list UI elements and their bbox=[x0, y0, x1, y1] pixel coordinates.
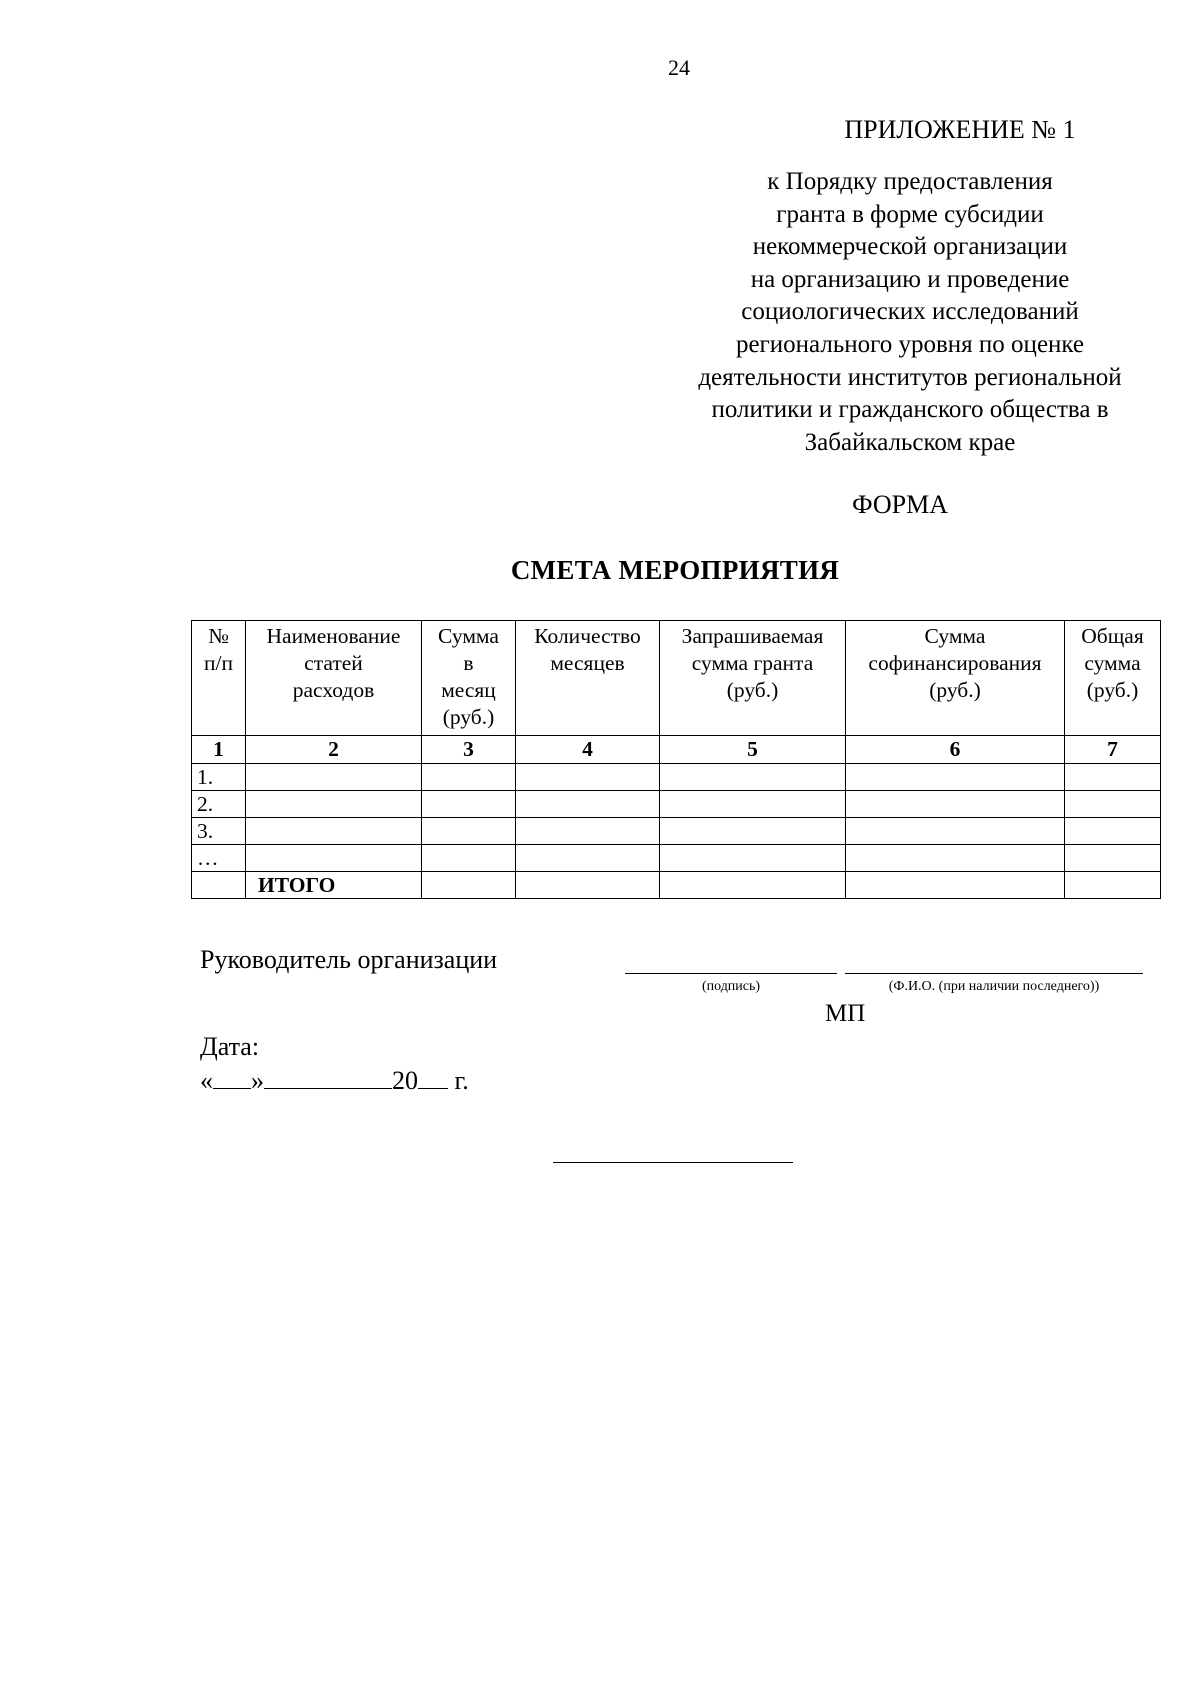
column-number: 5 bbox=[660, 736, 846, 764]
header-cell-total-sum: Общая сумма (руб.) bbox=[1065, 621, 1161, 736]
table-cell bbox=[660, 845, 846, 872]
month-blank bbox=[264, 1066, 392, 1089]
appendix-reference-line: гранта в форме субсидии bbox=[776, 200, 1044, 228]
table-cell bbox=[660, 764, 846, 791]
total-label: ИТОГО bbox=[246, 872, 422, 899]
appendix-reference-line: деятельности институтов региональной bbox=[698, 363, 1122, 391]
signatory-label: Руководитель организации bbox=[200, 945, 498, 974]
stamp-label: МП bbox=[825, 1000, 866, 1027]
appendix-reference-line: на организацию и проведение bbox=[750, 265, 1070, 293]
appendix-reference-line: к Порядку предоставления bbox=[767, 168, 1053, 195]
table-cell bbox=[846, 818, 1065, 845]
appendix-reference-line: некоммерческой организации bbox=[752, 233, 1068, 261]
document-title: СМЕТА МЕРОПРИЯТИЯ bbox=[510, 555, 840, 585]
row-index: … bbox=[192, 845, 246, 872]
appendix-reference-line: Забайкальском крае bbox=[804, 428, 1016, 456]
appendix-title: ПРИЛОЖЕНИЕ № 1 bbox=[844, 115, 1076, 144]
table-cell bbox=[846, 845, 1065, 872]
table-cell bbox=[516, 791, 660, 818]
table-cell bbox=[660, 872, 846, 899]
estimate-table bbox=[191, 620, 1161, 899]
date-line bbox=[200, 1066, 469, 1096]
table-cell bbox=[660, 791, 846, 818]
date-label: Дата: bbox=[200, 1032, 260, 1061]
table-cell bbox=[1065, 845, 1161, 872]
table-cell bbox=[846, 791, 1065, 818]
table-cell bbox=[422, 845, 516, 872]
total-row bbox=[192, 872, 1161, 899]
column-number: 7 bbox=[1065, 736, 1161, 764]
row-index: 3. bbox=[192, 818, 246, 845]
year-blank bbox=[418, 1066, 448, 1089]
row-index: 1. bbox=[192, 764, 246, 791]
table-row bbox=[192, 818, 1161, 845]
table-cell bbox=[246, 818, 422, 845]
table-row bbox=[192, 764, 1161, 791]
date-close-quote: » bbox=[251, 1066, 264, 1095]
table-cell bbox=[246, 791, 422, 818]
table-cell bbox=[422, 818, 516, 845]
header-cell-item-name: Наименование статей расходов bbox=[246, 621, 422, 736]
column-number-row bbox=[192, 736, 1161, 764]
table-cell bbox=[422, 764, 516, 791]
table-cell bbox=[192, 872, 246, 899]
appendix-reference-line: политики и гражданского общества в bbox=[711, 396, 1109, 424]
table-cell bbox=[422, 791, 516, 818]
table-cell bbox=[246, 845, 422, 872]
column-number: 1 bbox=[192, 736, 246, 764]
header-cell-grant-sum: Запрашиваемая сумма гранта (руб.) bbox=[660, 621, 846, 736]
form-label: ФОРМА bbox=[852, 490, 948, 519]
signature-line bbox=[625, 973, 837, 974]
table-row bbox=[192, 845, 1161, 872]
table-cell bbox=[246, 764, 422, 791]
row-index: 2. bbox=[192, 791, 246, 818]
table-cell bbox=[1065, 791, 1161, 818]
table-cell bbox=[516, 818, 660, 845]
page-number: 24 bbox=[668, 55, 690, 80]
column-number: 6 bbox=[846, 736, 1065, 764]
table-cell bbox=[1065, 764, 1161, 791]
column-number: 2 bbox=[246, 736, 422, 764]
table-cell bbox=[422, 872, 516, 899]
header-cell-number: № п/п bbox=[192, 621, 246, 736]
table-cell bbox=[516, 845, 660, 872]
appendix-reference-line: регионального уровня по оценке bbox=[735, 330, 1085, 358]
signature-caption: (подпись) bbox=[701, 979, 761, 994]
header-cell-monthly-sum: Сумма в месяц (руб.) bbox=[422, 621, 516, 736]
header-cell-cofinancing: Сумма софинансирования (руб.) bbox=[846, 621, 1065, 736]
table-cell bbox=[1065, 872, 1161, 899]
table-cell bbox=[846, 764, 1065, 791]
table-cell bbox=[846, 872, 1065, 899]
column-number: 4 bbox=[516, 736, 660, 764]
year-prefix: 20 bbox=[392, 1066, 418, 1095]
full-name-line bbox=[845, 973, 1143, 974]
table-header-row bbox=[192, 621, 1161, 736]
end-separator-line bbox=[553, 1162, 793, 1163]
appendix-reference-line: социологических исследований bbox=[741, 298, 1079, 326]
date-open-quote: « bbox=[200, 1066, 213, 1095]
table-cell bbox=[516, 872, 660, 899]
header-cell-months: Количество месяцев bbox=[516, 621, 660, 736]
column-number: 3 bbox=[422, 736, 516, 764]
table-cell bbox=[1065, 818, 1161, 845]
table-row bbox=[192, 791, 1161, 818]
table-cell bbox=[516, 764, 660, 791]
appendix-reference bbox=[660, 166, 1160, 459]
full-name-caption: (Ф.И.О. (при наличии последнего)) bbox=[888, 979, 1100, 994]
year-suffix: г. bbox=[454, 1066, 469, 1095]
table-cell bbox=[660, 818, 846, 845]
day-blank bbox=[213, 1066, 251, 1089]
